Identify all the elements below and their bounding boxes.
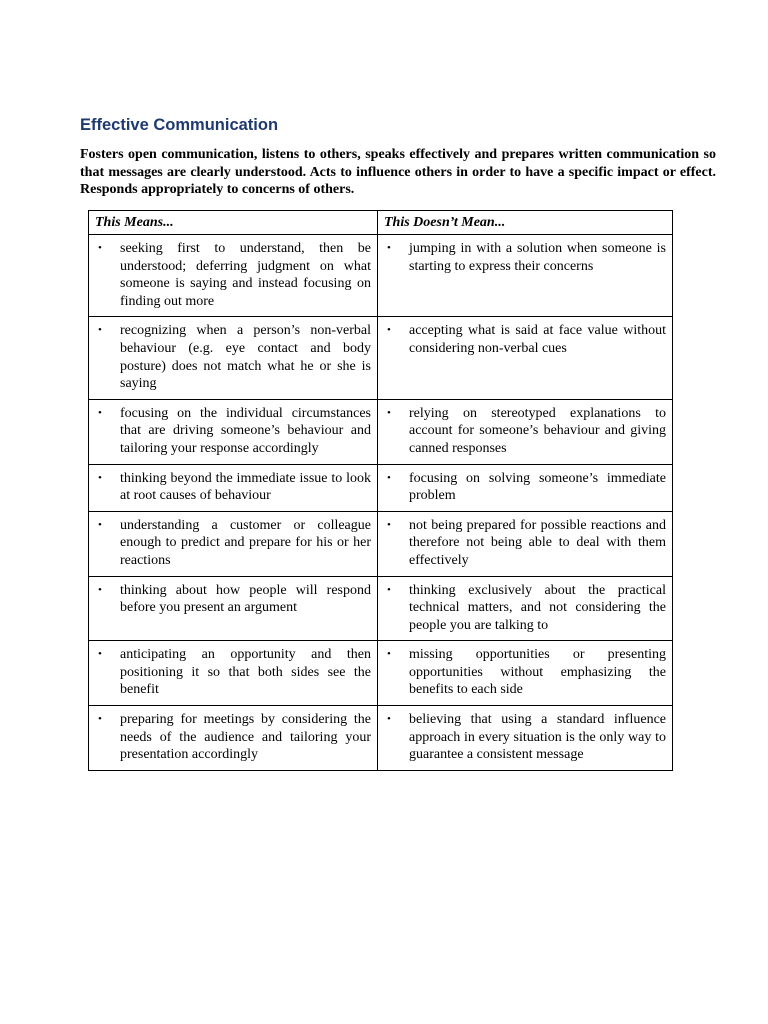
doesnt-mean-cell <box>378 399 673 464</box>
table-row <box>89 511 673 576</box>
table-row <box>89 641 673 706</box>
bullet-icon: • <box>387 583 391 596</box>
table-row <box>89 706 673 771</box>
list-item <box>89 641 377 705</box>
means-cell <box>89 641 378 706</box>
list-item <box>378 577 672 641</box>
doesnt-mean-cell <box>378 235 673 317</box>
bullet-icon: • <box>387 648 391 661</box>
means-cell <box>89 235 378 317</box>
list-item-text: anticipating an opportunity and then positioning it so that both sides see the benefit <box>120 647 371 698</box>
means-cell <box>89 706 378 771</box>
bullet-icon: • <box>387 406 391 419</box>
table-header-row <box>89 211 673 235</box>
table-row <box>89 399 673 464</box>
list-item-text: thinking exclusively about the practical technical matters, and not considering the people you are talking to <box>409 582 666 633</box>
table-body <box>89 235 673 771</box>
bullet-icon: • <box>387 518 391 531</box>
list-item <box>89 317 377 398</box>
list-item-text: preparing for meetings by considering the needs of the audience and tailoring your presentation accordingly <box>120 712 371 763</box>
table-row <box>89 235 673 317</box>
list-item <box>89 577 377 623</box>
list-item <box>378 706 672 770</box>
means-cell <box>89 317 378 399</box>
header-this-doesnt-mean: This Doesn’t Mean... <box>378 211 673 235</box>
bullet-icon: • <box>98 648 102 661</box>
list-item <box>378 465 672 511</box>
bullet-icon: • <box>387 471 391 484</box>
means-comparison-table <box>88 210 673 771</box>
list-item-text: believing that using a standard influence approach in every situation is the only way to guarantee a consistent message <box>409 712 666 763</box>
doesnt-mean-cell <box>378 317 673 399</box>
list-item <box>378 512 672 576</box>
list-item <box>89 512 377 576</box>
means-cell <box>89 511 378 576</box>
list-item <box>378 317 672 363</box>
list-item <box>89 235 377 316</box>
doesnt-mean-cell <box>378 576 673 641</box>
list-item-text: relying on stereotyped explanations to account for someone’s behaviour and giving canned responses <box>409 405 666 456</box>
means-cell <box>89 464 378 511</box>
list-item-text: thinking beyond the immediate issue to look at root causes of behaviour <box>120 470 371 504</box>
bullet-icon: • <box>98 583 102 596</box>
bullet-icon: • <box>387 324 391 337</box>
doesnt-mean-cell <box>378 641 673 706</box>
doesnt-mean-cell <box>378 706 673 771</box>
doesnt-mean-cell <box>378 511 673 576</box>
section-heading: Effective Communication <box>80 116 279 134</box>
bullet-icon: • <box>98 713 102 726</box>
bullet-icon: • <box>98 324 102 337</box>
bullet-icon: • <box>98 518 102 531</box>
list-item-text: focusing on solving someone’s immediate problem <box>409 470 666 504</box>
list-item-text: seeking first to understand, then be understood; deferring judgment on what someone is saying and instead focusing on finding out more <box>120 241 371 309</box>
means-cell <box>89 399 378 464</box>
bullet-icon: • <box>98 406 102 419</box>
list-item-text: not being prepared for possible reactions and therefore not being able to deal with them effectively <box>409 517 666 568</box>
list-item <box>89 465 377 511</box>
list-item-text: focusing on the individual circumstances that are driving someone’s behaviour and tailoring your response accordingly <box>120 405 371 456</box>
bullet-icon: • <box>98 242 102 254</box>
list-item-text: thinking about how people will respond before you present an argument <box>120 582 371 616</box>
list-item-text: understanding a customer or colleague enough to predict and prepare for his or her reactions <box>120 517 371 568</box>
table-row <box>89 317 673 399</box>
bullet-icon: • <box>387 713 391 726</box>
list-item-text: missing opportunities or presenting opportunities without emphasizing the benefits to each side <box>409 647 666 698</box>
competency-description: Fosters open communication, listens to others, speaks effectively and prepares written communication so that messages are clearly understood. Acts to influence others in order to have a specific impact or effect. Responds appropriately to concerns of others. <box>80 147 716 197</box>
doesnt-mean-cell <box>378 464 673 511</box>
list-item <box>378 235 672 281</box>
list-item-text: recognizing when a person’s non-verbal behaviour (e.g. eye contact and body posture) does not match what he or she is saying <box>120 323 371 392</box>
bullet-icon: • <box>98 471 102 484</box>
table-row <box>89 576 673 641</box>
list-item-text: accepting what is said at face value without considering non-verbal cues <box>409 323 666 356</box>
list-item-text: jumping in with a solution when someone is starting to express their concerns <box>409 241 666 274</box>
table-row <box>89 464 673 511</box>
list-item <box>378 400 672 464</box>
header-this-means: This Means... <box>89 211 378 235</box>
list-item <box>89 706 377 770</box>
means-cell <box>89 576 378 641</box>
list-item <box>89 400 377 464</box>
list-item <box>378 641 672 705</box>
bullet-icon: • <box>387 242 391 254</box>
